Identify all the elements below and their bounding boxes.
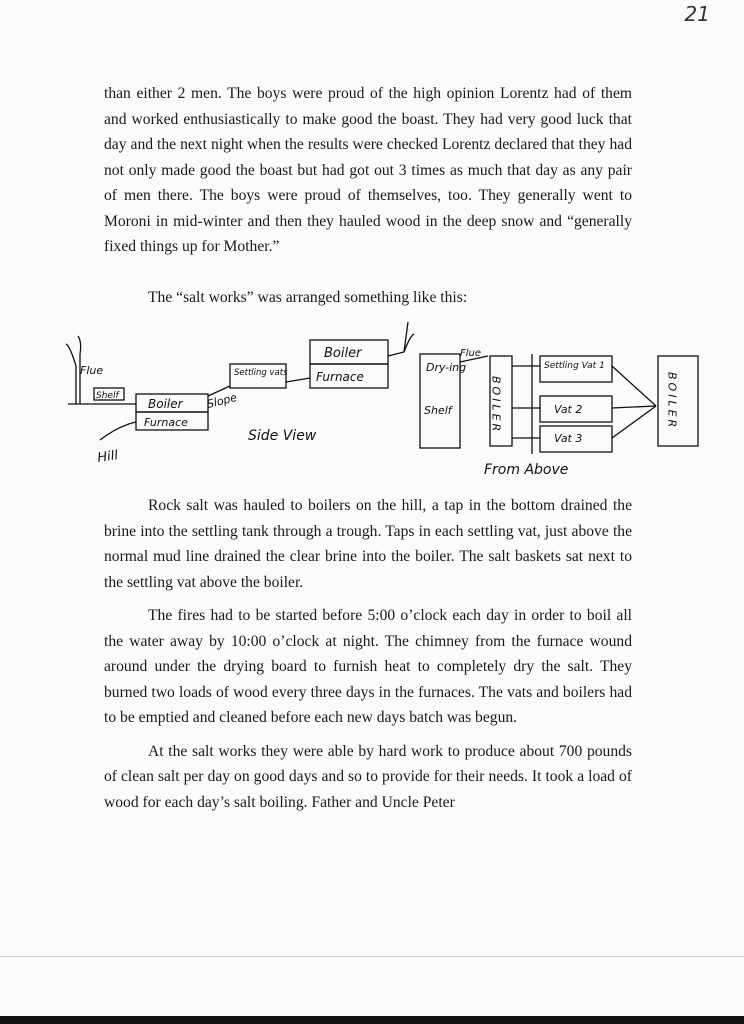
paragraph: The fires had to be started before 5:00 o’clock each day in order to boil all the water away by 10:00 o’clock at night. The chimney from the furnace wound around under the drying board to furnish heat to completely dry the salt. They burned two loads of wood every three days in the furnaces. The vats and boilers had to be emptied and cleaned before each new days batch was begun. — [104, 607, 632, 726]
vat-2-label: Vat 2 — [554, 403, 583, 416]
page-number: 21 — [684, 2, 710, 26]
shelf-right-label: Shelf — [424, 404, 452, 417]
settling-vats-label: Settling vats — [234, 368, 288, 378]
shelf-left-label: Shelf — [96, 391, 119, 401]
furnace-left-label: Furnace — [144, 416, 188, 429]
text-block-top — [104, 81, 632, 260]
scan-edge — [0, 1016, 744, 1024]
paragraph: Rock salt was hauled to boilers on the hill, a tap in the bottom drained the brine into the settling tank through a trough. Taps in each settling vat, just above the normal mud line drained the clear brine into the boiler. The salt baskets sat next to the settling vat above the boiler. — [104, 497, 632, 591]
slope-label: Slope — [205, 390, 239, 411]
drying-label: Dry-ing — [426, 361, 467, 374]
side-view-label: Side View — [248, 428, 317, 444]
boiler-vertical-label: BOILER — [489, 376, 503, 435]
salt-works-diagram — [58, 316, 708, 486]
boiler-upper-label: Boiler — [324, 346, 362, 361]
furnace-upper-label: Furnace — [316, 370, 364, 384]
diagram-intro: The “salt works” was arranged something like this: — [148, 289, 468, 306]
boiler-left-label: Boiler — [148, 397, 183, 411]
paragraph: than either 2 men. The boys were proud of the high opinion Lorentz had of them and worked enthusiastically to make good the boast. They had very good luck that day and the next night when the results were checked Lorentz declared that they had not only made good the boast but had got out 3 times as much that day as any pair of men there. The boys were proud of themselves, too. They generally went to Moroni in mid-winter and then they hauled wood in the deep snow and “generally fixed things up for Mother.” — [104, 85, 632, 255]
text-block-bottom — [104, 493, 632, 815]
boiler-far-label: BOILER — [665, 372, 679, 431]
flue-right-label: Flue — [460, 348, 482, 359]
flue-left-label: Flue — [80, 364, 104, 377]
vat-3-label: Vat 3 — [554, 432, 583, 445]
paragraph: At the salt works they were able by hard work to produce about 700 pounds of clean salt per day on good days and so to provide for their needs. It took a load of wood for each day’s salt boiling. Father and Uncle Peter — [104, 742, 632, 811]
page-divider — [0, 956, 744, 957]
settling-vat-1-label: Settling Vat 1 — [544, 361, 605, 371]
from-above-label: From Above — [484, 462, 569, 478]
hill-label: Hill — [96, 448, 119, 466]
